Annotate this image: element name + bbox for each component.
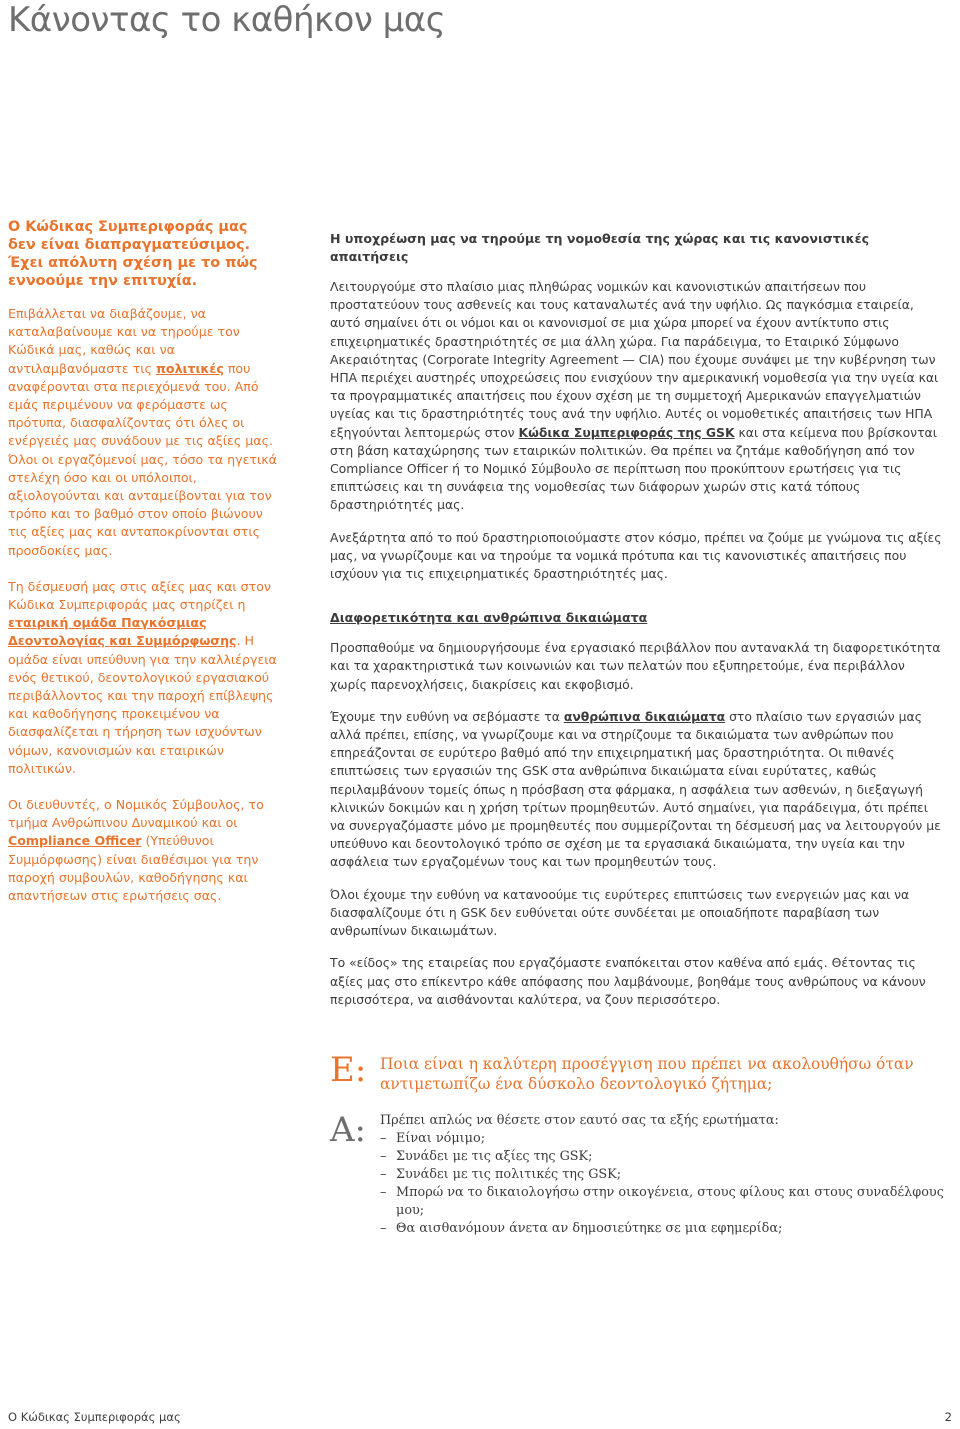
section-heading-law: Η υποχρέωση μας να τηρούμε τη νομοθεσία της χώρας και τις κανονιστικές απαιτήσεις (330, 231, 870, 264)
right-p1-text-b: και στα κείμενα που βρίσκονται στη βάση καταχώρησης των εταιρικών πολιτικών. Θα πρέπει να ζητάμε καθοδήγηση από τον Compliance Officer ή το Νομικό Σύμβουλο σε περίπτωση που προκύπτουν ερωτήσεις για τις επιπτώσεις και τη συνάφεια της νομοθεσίας των διάφορων χωρών στις κατά τόπους δραστηριότητές μας. (330, 424, 937, 513)
answer-intro: Πρέπει απλώς να θέσετε στον εαυτό σας τα εξής ερωτήματα: (380, 1113, 779, 1128)
list-item: – Συνάδει με τις αξίες της GSK; (380, 1148, 945, 1166)
right-paragraph-1 (330, 278, 945, 515)
left-p3-text-a: Οι διευθυντές, ο Νομικός Σύμβουλος, το τμήμα Ανθρώπινου Δυναμικού και οι (8, 797, 264, 831)
answer-text-wrap (380, 1112, 945, 1238)
right-paragraph-6: Το «είδος» της εταιρείας που εργαζόμαστε εναπόκειται στον καθένα από εμάς. Θέτοντας τις αξίες μας στο επίκεντρο κάθε απόφασης που λαμβάνουμε, βοηθάμε τους ανθρώπους να κάνουν περισσότερα, να αισθάνονται καλύτερα, να ζουν περισσότερο. (330, 955, 926, 1007)
right-p1-text-a: Λειτουργούμε στο πλαίσιο μιας πληθώρας νομικών και κανονιστικών απαιτήσεων που προστατεύουν τους ασθενείς και τους καταναλωτές ανά την υφήλιο. Ως παγκόσμια εταιρεία, αυτό σημαίνει ότι οι νόμοι και οι κανονισμοί σε μια χώρα μπορεί να έχουν αντίκτυπο στις επιχειρηματικές δραστηριότητές σε μια άλλη χώρα. Για παράδειγμα, το Εταιρικό Σύμφωνο Ακεραιότητας (Corporate Integrity Agreement — CIA) που έχουμε συνάψει με την κυβέρνηση των ΗΠΑ περιέχει αυστηρές υποχρεώσεις που ενισχύουν την αμερικανική νομοθεσία για την υγεία και τα προγραμματικές απαιτήσεις που έχουν σχέση με τη συμμετοχή Αμερικανών επαγγελματιών υγείας και τις δραστηριότητές τους ανά την υφήλιο. Αυτές οι νομοθετικές απαιτήσεις των ΗΠΑ εξηγούνται λεπτομερώς στον (330, 279, 939, 440)
left-p2-text-a: Τη δέσμευσή μας στις αξίες μας και στον Κώδικα Συμπεριφοράς μας στηρίζει η (8, 578, 271, 613)
page-number: 2 (944, 1410, 952, 1424)
answer-list (380, 1130, 945, 1238)
left-column (8, 218, 278, 923)
answer-row (330, 1112, 945, 1238)
section-heading-diversity: Διαφορετικότητα και ανθρώπινα δικαιώματα (330, 610, 648, 626)
question-letter: Ε: (330, 1050, 367, 1090)
compliance-officer-link[interactable]: Compliance Officer (8, 833, 142, 849)
right-paragraph-5: Όλοι έχουμε την ευθύνη να κατανοούμε τις ευρύτερες επιπτώσεις των ενεργειών μας και να διασφαλίζουμε ότι η GSK δεν ευθύνεται ούτε συνδέεται με οποιαδήποτε παραβίαση των ανθρωπίνων δικαιωμάτων. (330, 886, 910, 939)
right-p4-text-b: στο πλαίσιο των εργασιών μας αλλά πρέπει, επίσης, να γνωρίζουμε και να στηρίζουμε τα δικαιώματα των ανθρώπων που επηρεάζονται σε ευρύτερο βαθμό από την επιχειρηματική μας δραστηριότητα. Οι πιθανές επιπτώσεις των εργασιών της GSK στα ανθρώπινα δικαιώματα είναι ευρύτατες, καθώς περιλαμβάνουν τομείς όπως η πρόσβαση στα φάρμακα, η ασφάλεια των ασθενών, η διεξαγωγή κλινικών δοκιμών και η χρήση τρίτων προμηθευτών. Αυτό σημαίνει, για παράδειγμα, ότι πρέπει να συνεργαζόμαστε μόνο με προμηθευτές που συμμερίζονται τη δέσμευσή μας να λειτουργούν με υπεύθυνο και δεοντολογικό τρόπο σε σχέση με τα εργασιακά δικαιώματα, την υγεία και την ασφάλεια των εργαζομένων τους και των προμηθευτών τους. (330, 708, 941, 870)
left-paragraph-3 (8, 796, 278, 905)
question-text: Ποια είναι η καλύτερη προσέγγιση που πρέπει να ακολουθήσω όταν αντιμετωπίζω ένα δύσκολο δεοντολογικό ζήτημα; (380, 1055, 914, 1093)
right-p4-text-a: Έχουμε την ευθύνη να σεβόμαστε τα (330, 708, 564, 724)
right-column (330, 230, 945, 1023)
left-p3-text-b: (Υπεύθυνοι Συμμόρφωσης) είναι διαθέσιμοι για την παροχή συμβουλών, καθοδήγησης και απαντήσεων στις ερωτήσεις σας. (8, 833, 259, 904)
human-rights-link[interactable]: ανθρώπινα δικαιώματα (563, 708, 726, 724)
list-item: – Είναι νόμιμο; (380, 1130, 945, 1148)
list-item: – Συνάδει με τις πολιτικές της GSK; (380, 1166, 945, 1184)
list-item: – Μπορώ να το δικαιολογήσω στην οικογένεια, στους φίλους και στους συναδέλφους μου; (380, 1184, 945, 1220)
policies-link[interactable]: πολιτικές (155, 360, 224, 376)
lead-statement: Ο Κώδικας Συμπεριφοράς μας δεν είναι διαπραγματεύσιμος. Έχει απόλυτη σχέση με το πώς εννοούμε την επιτυχία. (8, 219, 258, 289)
gsk-code-link[interactable]: Κώδικα Συμπεριφοράς της GSK (518, 424, 735, 440)
ethics-compliance-team-link[interactable]: εταιρική ομάδα Παγκόσμιας Δεοντολογίας και Συμμόρφωσης (8, 615, 237, 649)
page-title: Κάνοντας το καθήκον μας (8, 0, 446, 40)
question-text-wrap (380, 1052, 945, 1094)
left-paragraph-2 (8, 578, 278, 778)
left-paragraph-1 (8, 305, 278, 560)
footer-document-title: Ο Κώδικας Συμπεριφοράς μας (8, 1410, 181, 1424)
answer-letter: Α: (330, 1110, 367, 1150)
left-p1-text-a: Επιβάλλεται να διαβάζουμε, να καταλαβαίνουμε και να τηρούμε τον Κώδικά μας, καθώς και να αντιλαμβανόμαστε τις (8, 306, 240, 376)
question-row (330, 1052, 945, 1094)
right-paragraph-3: Προσπαθούμε να δημιουργήσουμε ένα εργασιακό περιβάλλον που αντανακλά τη διαφορετικότητα και τα χαρακτηριστικά των κοινωνιών και των πελατών που εξυπηρετούμε, ένα περιβάλλον χωρίς παρενοχλήσεις, διακρίσεις και εκφοβισμό. (330, 640, 941, 692)
left-p2-text-b: . Η ομάδα είναι υπεύθυνη για την καλλιέργεια ενός θετικού, δεοντολογικού εργασιακού περιβάλλοντος και την παροχή επίβλεψης και καθοδήγησης προκειμένου να διασφαλίζεται η τήρηση των ισχυόντων νόμων, κανονισμών και εταιρικών πολιτικών. (8, 633, 277, 776)
right-paragraph-4 (330, 708, 945, 872)
qa-box (330, 1052, 945, 1256)
left-p1-text-b: που αναφέρονται στα περιεχόμενά του. Από εμάς περιμένουν να φερόμαστε ως πρότυπα, διασφαλίζοντας ότι όλες οι ενέργειές μας συνάδουν με τις αξίες μας. Όλοι οι εργαζόμενοί μας, τόσο τα ηγετικά στελέχη όσο και οι υπόλοιποι, αξιολογούνται και ανταμείβονται για τον τρόπο και το βαθμό στον οποίο βιώνουν τις αξίες μας και ανταποκρίνονται στις προσδοκίες μας. (8, 360, 277, 558)
right-paragraph-2: Ανεξάρτητα από το πού δραστηριοποιούμαστε στον κόσμο, πρέπει να ζούμε με γνώμονα τις αξίες μας, να γνωρίζουμε και να τηρούμε τα νομικά πρότυπα και τις κανονιστικές απαιτήσεις που ισχύουν για τις επιχειρηματικές δραστηριότητές μας. (330, 529, 942, 582)
list-item: – Θα αισθανόμουν άνετα αν δημοσιεύτηκε σε μια εφημερίδα; (380, 1220, 945, 1238)
